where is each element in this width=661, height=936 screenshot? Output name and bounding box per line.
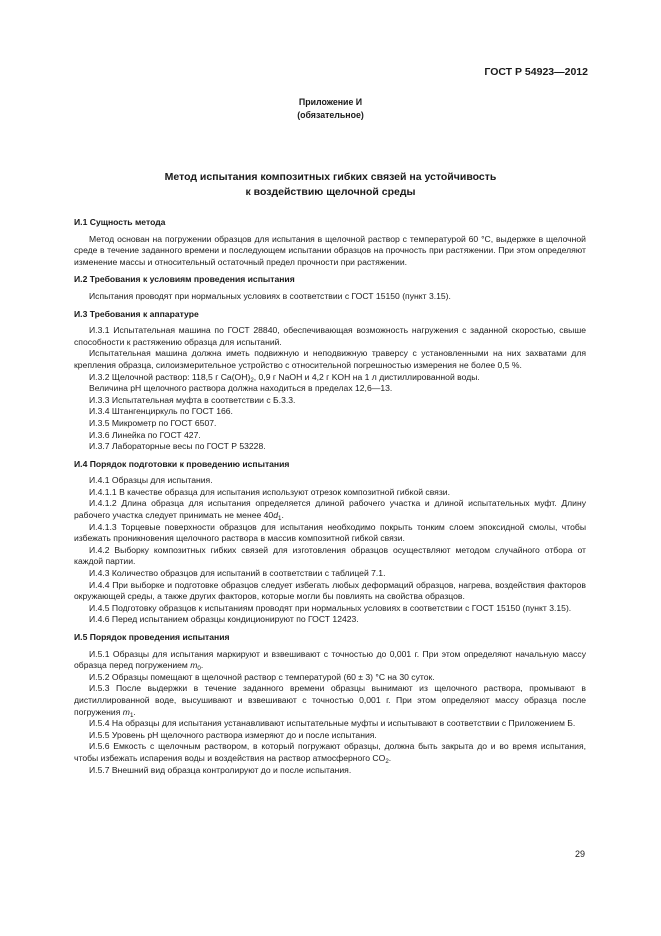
text-run: И.4.1.2 Длина образца для испытания определяется длиной рабочего участка и длиной испытательных муфт. Длину рабочего участка следует принимать не менее 40 (74, 498, 586, 521)
section-heading: И.3 Требования к аппаратуре (74, 308, 199, 319)
variable: m (190, 660, 198, 671)
paragraph: И.4.5 Подготовку образцов к испытаниям проводят при нормальных условиях в соответствии с ГОСТ 15150 (пункт 3.15). (89, 602, 572, 613)
section-heading: И.2 Требования к условиям проведения испытания (74, 274, 295, 285)
variable: m (122, 706, 130, 717)
paragraph (74, 649, 586, 672)
title-line-2: к воздействию щелочной среды (245, 186, 416, 198)
paragraph: И.3.3 Испытательная муфта в соответствии с Б.3.3. (89, 394, 296, 405)
paragraph: Метод основан на погружении образцов для испытания в щелочной раствор с температурой 60 °С, выдержке в щелочной среде в течение заданного времени и последующем испытании образцов на прочность при растяжении. При этом определяют изменение массы и относительный остаточный предел прочности при растяжении. (74, 233, 586, 267)
subscript: 0 (197, 665, 201, 673)
paragraph (74, 683, 586, 718)
text-run: , 0,9 г NaOH и 4,2 г KOH на 1 л дистиллированной воды. (253, 371, 480, 382)
document-code: ГОСТ Р 54923—2012 (484, 66, 588, 78)
paragraph: И.5.7 Внешний вид образца контролируют до и после испытания. (89, 764, 352, 775)
paragraph (74, 372, 586, 384)
subscript: 1 (278, 515, 282, 523)
page-number: 29 (574, 849, 585, 859)
paragraph: И.4.1 Образцы для испытания. (89, 475, 213, 486)
paragraph: И.4.1.1 В качестве образца для испытания используют отрезок композитной гибкой связи. (89, 486, 450, 497)
text-run: . (388, 752, 392, 763)
paragraph: И.3.4 Штангенциркуль по ГОСТ 166. (89, 406, 233, 417)
paragraph: И.3.5 Микрометр по ГОСТ 6507. (89, 417, 217, 428)
text-run: . (133, 706, 136, 717)
annex-header (0, 96, 661, 121)
paragraph: И.3.1 Испытательная машина по ГОСТ 28840, обеспечивающая возможность нагружения с заданной скоростью, свыше способности к растяжению образца для испытаний. (74, 325, 586, 347)
text-run: . (200, 660, 204, 671)
section-heading: И.4 Порядок подготовки к проведению испытания (74, 458, 290, 469)
text-run: И.5.1 Образцы для испытания маркируют и взвешивают с точностью до 0,001 г. При этом определяют начальную массу образца перед погружением (74, 648, 586, 671)
annex-title: Приложение И (298, 97, 363, 107)
paragraph: И.4.6 Перед испытанием образцы кондиционируют по ГОСТ 12423. (89, 614, 359, 625)
text-run: И.3.2 Щелочной раствор: 118,5 г Ca(OH) (89, 371, 251, 382)
paragraph: Испытательная машина должна иметь подвижную и неподвижную траверсу с установленными на них захватами для крепления образца, силоизмерительное устройство с относительной погрешностью измерения не более 0,5 %. (74, 348, 586, 370)
title-line-1: Метод испытания композитных гибких связей на устойчивость (164, 171, 497, 183)
document-title (0, 170, 661, 200)
paragraph: И.4.1.3 Торцевые поверхности образцов для испытания необходимо покрыть тонким слоем эпоксидной смолы, чтобы избежать проникновения щелочного раствора в массив композитной гибкой связи. (74, 521, 586, 544)
subscript: 1 (129, 711, 134, 719)
paragraph: И.5.2 Образцы помещают в щелочной раствор с температурой (60 ± 3) °С на 30 суток. (89, 671, 435, 682)
subscript: 2 (385, 757, 389, 765)
section-heading: И.5 Порядок проведения испытания (74, 632, 230, 642)
text-run: И.5.6 Емкость с щелочным раствором, в который погружают образцы, должна быть закрыта до и во время испытания, чтобы избежать испарения воды и воздействия на раствор атмосферного CO (74, 741, 586, 763)
paragraph: И.3.7 Лабораторные весы по ГОСТ Р 53228. (89, 441, 266, 452)
variable: d (273, 510, 278, 521)
paragraph (74, 741, 586, 764)
subscript: 2 (250, 376, 254, 384)
paragraph: И.5.4 На образцы для испытания устанавливают испытательные муфты и испытывают в соответствии с Приложением Б. (89, 718, 576, 729)
text-run: . (281, 510, 284, 521)
paragraph: И.5.5 Уровень pH щелочного раствора измеряют до и после испытания. (89, 729, 377, 740)
document-body (74, 217, 586, 776)
paragraph: И.4.3 Количество образцов для испытаний в соответствии с таблицей 7.1. (89, 568, 386, 579)
paragraph: Величина pH щелочного раствора должна находиться в пределах 12,6—13. (89, 383, 393, 394)
annex-status: (обязательное) (297, 109, 364, 120)
paragraph: Испытания проводят при нормальных условиях в соответствии с ГОСТ 15150 (пункт 3.15). (89, 290, 451, 301)
paragraph: И.4.4 При выборке и подготовке образцов следует избегать любых деформаций образцов, нагрева, воздействия факторов окружающей среды, а также других факторов, которые могли бы повлиять на свойства образцов. (74, 579, 586, 602)
paragraph: И.3.6 Линейка по ГОСТ 427. (89, 429, 201, 440)
section-heading: И.1 Сущность метода (74, 217, 166, 227)
text-run: И.5.3 После выдержки в течение заданного времени образцы вынимают из щелочного раствора, промывают в дистиллированной воде, высушивают и взвешивают с точностью 0,001 г. При этом определяют массу образца после погружения (74, 683, 586, 717)
paragraph: И.4.2 Выборку композитных гибких связей для изготовления образцов осуществляют методом случайного отбора от каждой партии. (74, 544, 586, 567)
paragraph (74, 498, 586, 521)
